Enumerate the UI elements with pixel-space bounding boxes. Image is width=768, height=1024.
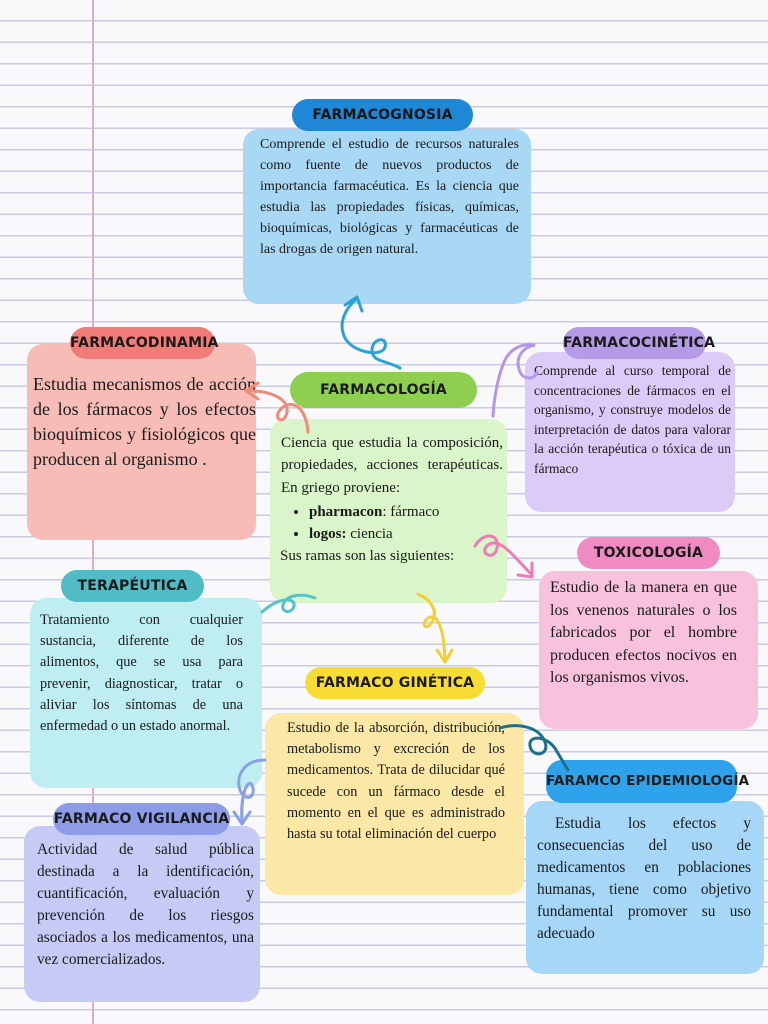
terapeutica-box (30, 598, 262, 788)
farmacocinetica-box (525, 352, 735, 512)
arrowhead (518, 563, 532, 577)
arrowhead (234, 812, 250, 824)
farmaco-genetica-box (265, 713, 524, 895)
farmaco-epidemiologia-box (526, 801, 764, 974)
farmacocinetica-title: FARMACOCINÉTICA (563, 327, 706, 359)
farmacologia-etymology-list (281, 501, 503, 545)
farmaco-vigilancia-box (24, 826, 260, 1002)
farmacodinamia-box (27, 344, 256, 540)
farmacodinamia-title: FARMACODINAMIA (70, 327, 215, 359)
farmacologia-title: FARMACOLOGÍA (290, 372, 477, 408)
terapeutica-title: TERAPÉUTICA (61, 570, 204, 602)
farmacologia-intro: Ciencia que estudia la composición, propiedades, acciones terapéuticas. En griego proviene: (281, 435, 503, 496)
farmaco-epidemiologia-text: Estudia los efectos y consecuencias del uso de medicamentos en poblaciones humanas, tiene como objetivo fundamental promover su uso adecuado (537, 815, 751, 942)
arrow-to-farmacognosia (342, 298, 400, 368)
toxicologia-title: TOXICOLOGÍA (577, 537, 720, 569)
arrow-to-farmaco-genetica (418, 594, 445, 660)
toxicologia-text: Estudio de la manera en que los venenos naturales o los fabricados por el hombre producen efectos nocivos en los organismos vivos. (550, 579, 737, 686)
farmacognosia-text: Comprende el estudio de recursos naturales como fuente de nuevos productos de importancia farmacéutica. Es la ciencia que estudia las propiedades físicas, químicas, bioquímicas, biológicas y farmacéuticas de las drogas de origen natural. (260, 137, 519, 257)
farmacodinamia-text: Estudia mecanismos de acción de los fármacos y los efectos bioquímicos y fisiológicos que producen al organismo . (33, 374, 256, 469)
farmaco-genetica-title: FARMACO GINÉTICA (305, 667, 485, 699)
arrowhead (437, 650, 452, 662)
farmacognosia-box (243, 129, 531, 304)
farmacognosia-title: FARMACOGNOSIA (292, 99, 473, 131)
farmacologia-outro: Sus ramas son las siguientes: (280, 547, 455, 564)
etymology-item: • pharmacon: fármaco (309, 501, 503, 523)
farmacologia-box (270, 419, 507, 603)
farmaco-epidemiologia-title: FARAMCO EPIDEMIOLOGÍA (546, 760, 737, 803)
farmaco-vigilancia-title: FARMACO VIGILANCIA (53, 803, 230, 835)
toxicologia-box (539, 571, 758, 729)
farmacocinetica-text: Comprende al curso temporal de concentraciones de fármacos en el organismo, y construye modelos de interpretación de datos para valorar la acción terapéutica o tóxica de un fármaco (534, 363, 731, 476)
terapeutica-text: Tratamiento con cualquier sustancia, diferente de los alimentos, que se usa para prevenir, diagnosticar, tratar o aliviar los síntomas de una enfermedad o un estado anormal. (40, 612, 243, 735)
farmaco-vigilancia-text: Actividad de salud pública destinada a la identificación, cuantificación, evaluación y prevención de los riesgos asociados a los medicamentos, una vez comercializados. (37, 841, 254, 968)
farmaco-genetica-text: Estudio de la absorción, distribución, metabolismo y excreción de los medicamentos. Trata de dilucidar qué sucede con un fármaco desde el momento en el que es administrado hasta su total eliminación del cuerpo (287, 720, 505, 843)
etymology-item: • logos: ciencia (309, 523, 503, 545)
